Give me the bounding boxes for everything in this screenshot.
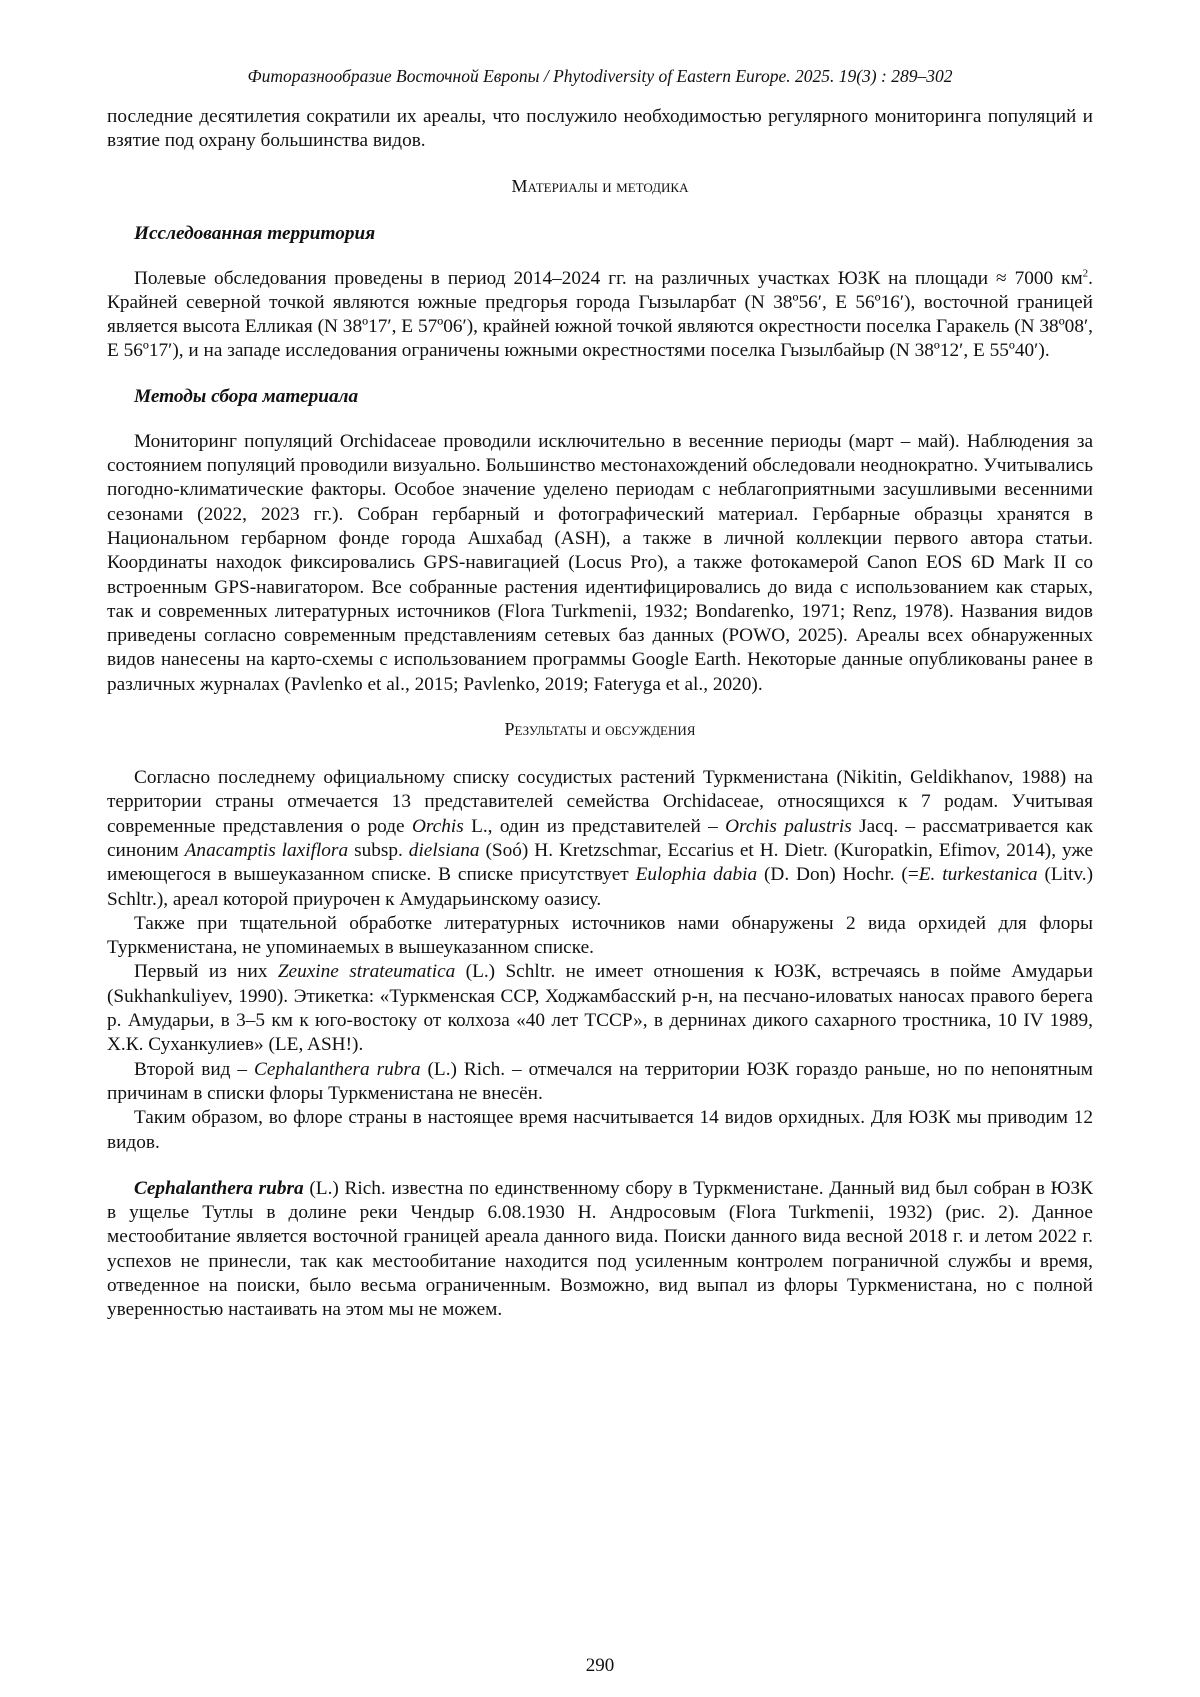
- text-run: последние десятилетия сократили их ареалы, что послужило необходимостью регулярного мониторинга популяций и взятие под охрану большинства видов.: [107, 106, 1093, 151]
- spacer: [107, 1155, 1093, 1177]
- paragraph: [107, 912, 1093, 961]
- paragraph: [107, 1177, 1093, 1323]
- text-run: . Крайней северной точкой являются южные предгорья города Гызыларбат (N 38º56ʹ, E 56º16ʹ), восточной границей является высота Елликая (N 38º17ʹ, E 57º06ʹ), крайней южной точкой являются окрестности поселка Гаракель (N 38º08ʹ, E 56º17ʹ), и на западе исследования ограничены южными окрестностями поселка Гызылбайыр (N 38º12ʹ, E 55º40ʹ).: [107, 268, 1093, 362]
- text-run: Полевые обследования проведены в период 2014–2024 гг. на различных участках ЮЗК на площади ≈ 7000 км: [134, 268, 1083, 289]
- text-run: 2: [1083, 267, 1089, 279]
- text-run: (L.) Schltr. не имеет отношения к ЮЗК, встречаясь в пойме Амударьи (Sukhankuliyev, 1990). Этикетка: «Туркменская ССР, Ходжамбасский р-н, на песчано-иловатых наносах правого берега р. Амударьи, в 3–5 км к юго-востоку от колхоза «40 лет ТССР», в дернинах дикого сахарного тростника, 10 IV 1989, Х.К. Суханкулиев» (LE, ASH!).: [107, 961, 1093, 1055]
- paragraph: [107, 1106, 1093, 1155]
- section-heading: Результаты и обсуждения: [107, 719, 1093, 740]
- paragraph: [107, 960, 1093, 1057]
- spacer: [107, 364, 1093, 386]
- paragraph: [107, 766, 1093, 912]
- taxon-name: Orchis: [412, 816, 464, 837]
- text-run: Согласно последнему официальному списку сосудистых растений Туркменистана (Nikitin, Geldikhanov, 1988) на территории страны отмечается 13 представителей семейства Orchidaceae, относящихся к 7 родам. Учитывая современные представления о роде: [107, 767, 1093, 837]
- text-run: (L.) Rich. известна по единственному сбору в Туркменистане. Данный вид был собран в ЮЗК в ущелье Тутлы в долине реки Чендыр 6.08.1930 Н. Андросовым (Flora Turkmenii, 1932) (рис. 2). Данное местообитание является восточной границей ареала данного вида. Поиски данного вида весной 2018 г. и летом 2022 г. успехов не принесли, так как местообитание находится под усиленным контролем пограничной службы и время, отведенное на поиски, было весьма ограниченным. Возможно, вид выпал из флоры Туркменистана, но с полной уверенностью настаивать на этом мы не можем.: [107, 1178, 1093, 1320]
- paragraph: [107, 1058, 1093, 1107]
- text-run: Первый из них: [134, 961, 278, 982]
- text-run: L., один из представителей –: [464, 816, 725, 837]
- taxon-name: Cephalanthera rubra: [254, 1059, 421, 1080]
- text-run: (L.) Rich. – отмечался на территории ЮЗК гораздо раньше, но по непонятным причинам в списки флоры Туркменистана не внесён.: [107, 1059, 1093, 1104]
- paragraph: [107, 267, 1093, 364]
- text-run: (Soó) H. Kretzschmar, Eccarius et H. Dietr. (Kuropatkin, Efimov, 2014), уже имеющегося в вышеуказанном списке. В списке присутствует: [107, 840, 1093, 885]
- taxon-name: Anacamptis laxiflora: [185, 840, 348, 861]
- taxon-name: Eulophia dabia: [636, 864, 758, 885]
- text-run: Мониторинг популяций Orchidaceae проводили исключительно в весенние периоды (март – май). Наблюдения за состоянием популяций проводили визуально. Большинство местонахождений обследовали неоднократно. Учитывались погодно-климатические факторы. Особое значение уделено периодам с неблагоприятными засушливыми весенними сезонами (2022, 2023 гг.). Собран гербарный и фотографический материал. Гербарные образцы хранятся в Национальном гербарном фонде города Ашхабад (ASH), а также в личной коллекции первого автора статьи. Координаты находок фиксировались GPS-навигацией (Locus Pro), а также фотокамерой Canon EOS 6D Mark II со встроенным GPS-навигатором. Все собранные растения идентифицировались до вида с использованием как старых, так и современных литературных источников (Flora Turkmenii, 1932; Bondarenko, 1971; Renz, 1978). Названия видов приведены согласно современным представлениям сетевых баз данных (POWO, 2025). Ареалы всех обнаруженных видов нанесены на карто-схемы с использованием программы Google Earth. Некоторые данные опубликованы ранее в различных журналах (Pavlenko et al., 2015; Pavlenko, 2019; Fateryga et al., 2020).: [107, 431, 1093, 695]
- text-run: Таким образом, во флоре страны в настоящее время насчитывается 14 видов орхидных. Для ЮЗК мы приводим 12 видов.: [107, 1107, 1093, 1152]
- taxon-name: Zeuxine strateumatica: [278, 961, 455, 982]
- text-run: (Litv.) Schltr.), ареал которой приурочен к Амударьинскому оазису.: [107, 864, 1093, 909]
- subsection-heading: Исследованная территория: [134, 223, 1093, 245]
- subsection-heading: Методы сбора материала: [134, 386, 1093, 408]
- page-body: [107, 66, 1093, 1323]
- article-content: [107, 105, 1093, 1323]
- taxon-name: Cephalanthera rubra: [134, 1178, 304, 1199]
- running-header: Фиторазнообразие Восточной Европы / Phytodiversity of Eastern Europe. 2025. 19(3) : 289–302: [107, 66, 1093, 87]
- paragraph: [107, 430, 1093, 697]
- page-number: 290: [0, 1655, 1200, 1677]
- paragraph: [107, 105, 1093, 154]
- text-run: (D. Don) Hochr. (=: [757, 864, 919, 885]
- taxon-name: dielsiana: [409, 840, 480, 861]
- text-run: Jacq. – рассматривается как синоним: [107, 816, 1093, 861]
- section-heading: Материалы и методика: [107, 176, 1093, 197]
- text-run: Второй вид –: [134, 1059, 254, 1080]
- text-run: subsp.: [348, 840, 409, 861]
- taxon-name: Orchis palustris: [725, 816, 852, 837]
- text-run: Также при тщательной обработке литературных источников нами обнаружены 2 вида орхидей для флоры Туркменистана, не упоминаемых в вышеуказанном списке.: [107, 913, 1093, 958]
- taxon-name: E. turkestanica: [919, 864, 1038, 885]
